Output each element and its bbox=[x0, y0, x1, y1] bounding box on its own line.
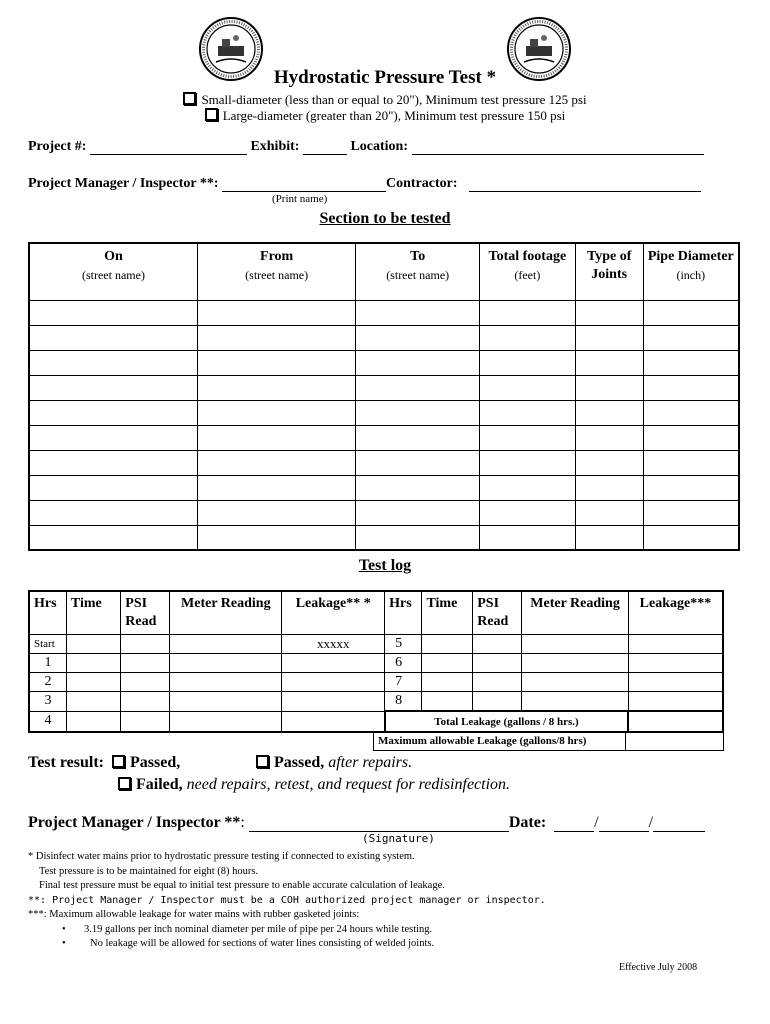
section-cell[interactable] bbox=[197, 350, 355, 375]
project-number-field[interactable] bbox=[90, 140, 247, 155]
section-cell[interactable] bbox=[575, 475, 643, 500]
section-cell[interactable] bbox=[479, 425, 575, 450]
log-hour: 8 bbox=[385, 692, 422, 712]
col-pipe-diameter: Pipe Diameter (inch) bbox=[643, 243, 739, 300]
table-row bbox=[29, 300, 739, 325]
log-cell[interactable] bbox=[121, 673, 170, 692]
date-month-field[interactable] bbox=[554, 817, 594, 832]
section-cell[interactable] bbox=[29, 450, 197, 475]
table-row bbox=[29, 350, 739, 375]
log-cell[interactable] bbox=[282, 711, 385, 732]
exhibit-label: Exhibit: bbox=[250, 139, 300, 154]
section-cell[interactable] bbox=[643, 425, 739, 450]
section-cell[interactable] bbox=[575, 300, 643, 325]
log-cell[interactable] bbox=[121, 654, 170, 673]
section-cell[interactable] bbox=[197, 425, 355, 450]
signature-row: Project Manager / Inspector **: Date: / / bbox=[28, 814, 705, 832]
failed-checkbox-icon[interactable] bbox=[118, 777, 131, 790]
project-label: Project #: bbox=[28, 139, 87, 154]
section-cell[interactable] bbox=[479, 350, 575, 375]
section-cell[interactable] bbox=[643, 475, 739, 500]
log-hour: 5 bbox=[385, 635, 422, 654]
section-cell[interactable] bbox=[356, 300, 480, 325]
max-leakage-value[interactable] bbox=[626, 732, 724, 751]
table-row bbox=[29, 475, 739, 500]
location-label: Location: bbox=[350, 139, 409, 154]
table-row bbox=[29, 400, 739, 425]
location-field[interactable] bbox=[412, 140, 704, 155]
manager-name-field[interactable] bbox=[222, 177, 386, 192]
section-cell[interactable] bbox=[575, 450, 643, 475]
log-cell[interactable] bbox=[121, 635, 170, 654]
bullet-2: • No leakage will be allowed for sections of water lines consisting of welded joints. bbox=[62, 938, 435, 949]
testlog-heading: Test log bbox=[358, 557, 412, 574]
section-cell[interactable] bbox=[197, 300, 355, 325]
manager-row bbox=[28, 176, 701, 192]
test-result-row bbox=[28, 754, 180, 772]
log-cell[interactable] bbox=[66, 654, 120, 673]
section-cell[interactable] bbox=[479, 525, 575, 550]
section-cell[interactable] bbox=[356, 350, 480, 375]
passed-after-checkbox-icon[interactable] bbox=[256, 755, 269, 768]
section-cell[interactable] bbox=[29, 350, 197, 375]
log-row-3 bbox=[29, 692, 723, 712]
log-col-time: Time bbox=[66, 591, 120, 635]
section-cell[interactable] bbox=[356, 500, 480, 525]
section-cell[interactable] bbox=[575, 500, 643, 525]
passed-label: Passed, bbox=[130, 754, 181, 771]
section-cell[interactable] bbox=[643, 325, 739, 350]
section-cell[interactable] bbox=[197, 400, 355, 425]
section-body bbox=[29, 300, 739, 550]
table-row bbox=[29, 375, 739, 400]
test-result-label: Test result: bbox=[28, 754, 104, 771]
failed-label: Failed, bbox=[136, 776, 183, 793]
date-day-field[interactable] bbox=[599, 817, 649, 832]
log-col-psi-2: PSI Read bbox=[473, 591, 522, 635]
log-hour: 6 bbox=[385, 654, 422, 673]
note-5: ***: Maximum allowable leakage for water mains with rubber gasketed joints: bbox=[28, 909, 360, 920]
section-cell[interactable] bbox=[575, 350, 643, 375]
section-cell[interactable] bbox=[29, 325, 197, 350]
log-row-2 bbox=[29, 673, 723, 692]
section-cell[interactable] bbox=[643, 525, 739, 550]
max-leakage-label: Maximum allowable Leakage (gallons/8 hrs) bbox=[374, 732, 626, 751]
log-cell[interactable] bbox=[66, 711, 120, 732]
log-cell[interactable] bbox=[170, 711, 282, 732]
section-cell[interactable] bbox=[29, 425, 197, 450]
section-cell[interactable] bbox=[356, 400, 480, 425]
col-total-footage: Total footage (feet) bbox=[479, 243, 575, 300]
section-cell[interactable] bbox=[356, 450, 480, 475]
total-leakage-label: Total Leakage (gallons / 8 hrs.) bbox=[385, 711, 629, 732]
section-cell[interactable] bbox=[29, 525, 197, 550]
section-cell[interactable] bbox=[643, 500, 739, 525]
log-cell[interactable] bbox=[282, 673, 385, 692]
section-cell[interactable] bbox=[643, 375, 739, 400]
signature-caption: (Signature) bbox=[362, 832, 435, 845]
section-header-row bbox=[29, 243, 739, 300]
section-cell[interactable] bbox=[29, 475, 197, 500]
section-cell[interactable] bbox=[197, 475, 355, 500]
log-row-start bbox=[29, 635, 723, 654]
total-leakage-value[interactable] bbox=[628, 711, 723, 732]
section-cell[interactable] bbox=[479, 500, 575, 525]
section-cell[interactable] bbox=[197, 500, 355, 525]
note-3: Final test pressure must be equal to initial test pressure to enable accurate calculation of leakage. bbox=[39, 880, 445, 891]
project-row bbox=[28, 139, 704, 155]
log-cell[interactable] bbox=[628, 673, 723, 692]
section-cell[interactable] bbox=[643, 350, 739, 375]
log-cell[interactable] bbox=[422, 673, 473, 692]
passed-checkbox-icon[interactable] bbox=[112, 755, 125, 768]
log-cell[interactable] bbox=[473, 692, 522, 712]
log-row-4 bbox=[29, 711, 723, 732]
form-title: Hydrostatic Pressure Test * bbox=[273, 67, 497, 88]
log-cell[interactable] bbox=[422, 654, 473, 673]
checkbox-icon[interactable] bbox=[183, 92, 196, 105]
log-cell[interactable] bbox=[282, 654, 385, 673]
signature-label: Project Manager / Inspector ** bbox=[28, 814, 241, 831]
log-cell[interactable] bbox=[628, 635, 723, 654]
section-cell[interactable] bbox=[29, 400, 197, 425]
log-cell[interactable] bbox=[522, 673, 629, 692]
note-4: **: Project Manager / Inspector must be a COH authorized project manager or inspector. bbox=[28, 894, 546, 906]
log-cell[interactable] bbox=[522, 635, 629, 654]
signature-field[interactable] bbox=[249, 817, 509, 832]
section-cell[interactable] bbox=[575, 400, 643, 425]
section-cell[interactable] bbox=[575, 525, 643, 550]
log-start-leakage: xxxxx bbox=[282, 635, 385, 654]
log-hour: Start bbox=[29, 635, 66, 654]
print-name-caption: (Print name) bbox=[272, 193, 328, 205]
section-cell[interactable] bbox=[643, 400, 739, 425]
log-col-psi: PSI Read bbox=[121, 591, 170, 635]
section-cell[interactable] bbox=[29, 375, 197, 400]
log-hour: 3 bbox=[29, 692, 66, 712]
log-cell[interactable] bbox=[66, 692, 120, 712]
log-cell[interactable] bbox=[170, 635, 282, 654]
section-cell[interactable] bbox=[29, 500, 197, 525]
log-cell[interactable] bbox=[522, 692, 629, 712]
log-cell[interactable] bbox=[422, 692, 473, 712]
section-cell[interactable] bbox=[479, 325, 575, 350]
table-row bbox=[29, 450, 739, 475]
log-cell[interactable] bbox=[522, 654, 629, 673]
section-cell[interactable] bbox=[575, 425, 643, 450]
section-cell[interactable] bbox=[197, 525, 355, 550]
passed-after-note: after repairs. bbox=[328, 754, 413, 771]
col-from: From (street name) bbox=[197, 243, 355, 300]
section-cell[interactable] bbox=[356, 425, 480, 450]
passed-after-repairs: Passed, after repairs. bbox=[256, 754, 412, 772]
notes bbox=[28, 850, 546, 952]
log-header-row bbox=[29, 591, 723, 635]
log-col-meter: Meter Reading bbox=[170, 591, 282, 635]
section-heading: Section to be tested bbox=[319, 210, 451, 227]
log-col-hrs-2: Hrs bbox=[385, 591, 422, 635]
log-cell[interactable] bbox=[121, 692, 170, 712]
log-cell[interactable] bbox=[170, 692, 282, 712]
effective-date: Effective July 2008 bbox=[619, 962, 698, 973]
contractor-field[interactable] bbox=[469, 177, 701, 192]
log-cell[interactable] bbox=[170, 654, 282, 673]
log-cell[interactable] bbox=[628, 692, 723, 712]
section-cell[interactable] bbox=[479, 450, 575, 475]
option-small-diameter[interactable]: Small-diameter (less than or equal to 20"), Minimum test pressure 125 psi bbox=[0, 92, 770, 108]
section-cell[interactable] bbox=[479, 475, 575, 500]
section-cell[interactable] bbox=[356, 475, 480, 500]
note-2: Test pressure is to be maintained for eight (8) hours. bbox=[39, 865, 259, 877]
log-cell[interactable] bbox=[473, 654, 522, 673]
section-cell[interactable] bbox=[197, 450, 355, 475]
test-log-table bbox=[28, 590, 724, 733]
log-hour: 7 bbox=[385, 673, 422, 692]
note-1: * Disinfect water mains prior to hydrostatic pressure testing if connected to existing system. bbox=[28, 851, 415, 862]
section-cell[interactable] bbox=[643, 300, 739, 325]
section-cell[interactable] bbox=[479, 400, 575, 425]
log-col-hrs: Hrs bbox=[29, 591, 66, 635]
failed-note: need repairs, retest, and request for redisinfection. bbox=[186, 776, 511, 793]
log-cell[interactable] bbox=[66, 635, 120, 654]
section-cell[interactable] bbox=[479, 300, 575, 325]
log-hour: 4 bbox=[29, 711, 66, 732]
manager-label: Project Manager / Inspector **: bbox=[28, 176, 219, 191]
table-row bbox=[29, 500, 739, 525]
log-row-1 bbox=[29, 654, 723, 673]
log-col-time-2: Time bbox=[422, 591, 473, 635]
log-cell[interactable] bbox=[170, 673, 282, 692]
section-cell[interactable] bbox=[575, 325, 643, 350]
table-row bbox=[29, 525, 739, 550]
col-type-of-joints: Type of Joints bbox=[575, 243, 643, 300]
section-cell[interactable] bbox=[356, 375, 480, 400]
col-on: On (street name) bbox=[29, 243, 197, 300]
log-col-leakage-2: Leakage*** bbox=[628, 591, 723, 635]
bullet-1: • 3.19 gallons per inch nominal diameter per mile of pipe per 24 hours while testing. bbox=[62, 923, 433, 935]
section-cell[interactable] bbox=[197, 325, 355, 350]
exhibit-field[interactable] bbox=[303, 140, 347, 155]
log-cell[interactable] bbox=[66, 673, 120, 692]
log-col-leakage: Leakage** * bbox=[282, 591, 385, 635]
option-large-diameter[interactable]: Large-diameter (greater than 20"), Minimum test pressure 150 psi bbox=[0, 108, 770, 124]
log-cell[interactable] bbox=[121, 711, 170, 732]
log-cell[interactable] bbox=[473, 635, 522, 654]
section-cell[interactable] bbox=[29, 300, 197, 325]
table-row bbox=[29, 325, 739, 350]
log-cell[interactable] bbox=[282, 692, 385, 712]
section-cell[interactable] bbox=[575, 375, 643, 400]
section-cell[interactable] bbox=[197, 375, 355, 400]
section-cell[interactable] bbox=[356, 525, 480, 550]
date-label: Date: bbox=[508, 814, 547, 831]
section-cell[interactable] bbox=[479, 375, 575, 400]
section-table bbox=[28, 242, 740, 551]
max-leakage-table bbox=[373, 731, 724, 751]
log-hour: 2 bbox=[29, 673, 66, 692]
table-row bbox=[29, 425, 739, 450]
failed-row bbox=[118, 776, 510, 794]
log-cell[interactable] bbox=[422, 635, 473, 654]
date-year-field[interactable] bbox=[653, 817, 705, 832]
log-hour: 1 bbox=[29, 654, 66, 673]
section-cell[interactable] bbox=[356, 325, 480, 350]
col-to: To (street name) bbox=[356, 243, 480, 300]
checkbox-icon[interactable] bbox=[205, 108, 218, 121]
log-cell[interactable] bbox=[473, 673, 522, 692]
section-cell[interactable] bbox=[643, 450, 739, 475]
log-col-meter-2: Meter Reading bbox=[522, 591, 629, 635]
log-cell[interactable] bbox=[628, 654, 723, 673]
contractor-label: Contractor: bbox=[386, 176, 458, 191]
